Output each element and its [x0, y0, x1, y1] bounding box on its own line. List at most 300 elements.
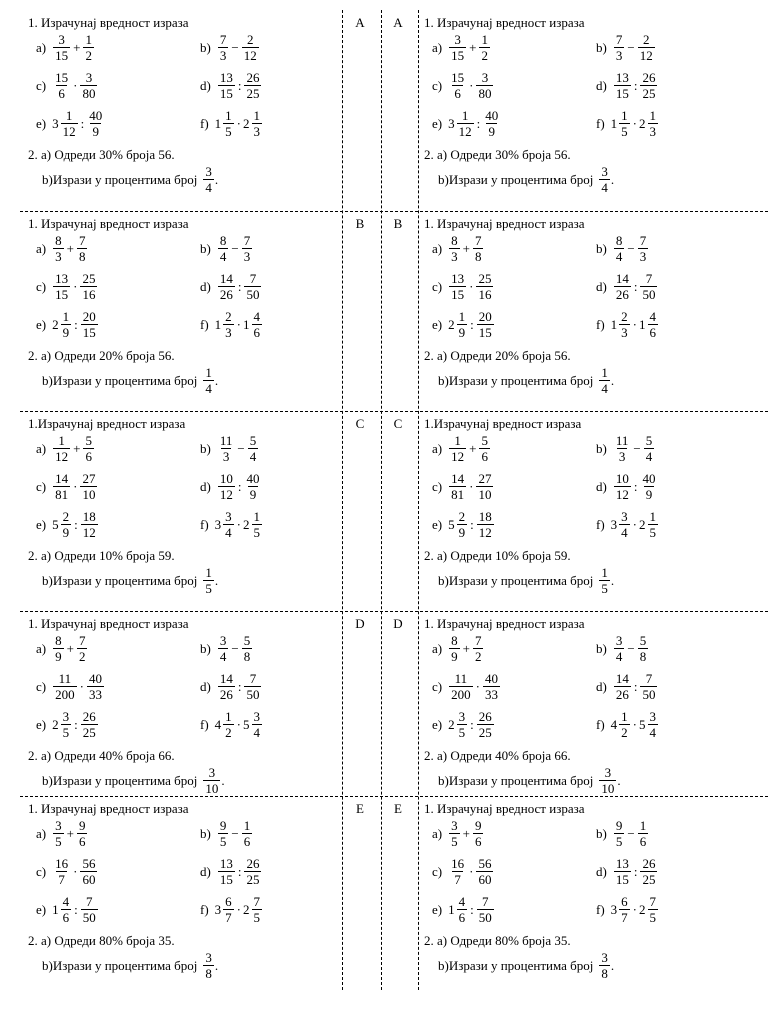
- fraction: [223, 309, 234, 340]
- fraction: [449, 70, 466, 101]
- fraction: [252, 894, 263, 925]
- fraction-numerator: 1: [649, 108, 657, 123]
- fraction-denominator: 4: [615, 249, 623, 264]
- fraction-denominator: 2: [78, 649, 86, 664]
- fraction-numerator: 1: [481, 32, 488, 47]
- fraction-numerator: 3: [208, 765, 216, 780]
- whole-part: 3: [214, 516, 222, 532]
- whole-part: 2: [243, 516, 250, 532]
- variant-letter: A: [355, 15, 365, 30]
- operator: +: [66, 240, 74, 256]
- fraction: [614, 70, 631, 101]
- fraction: [61, 309, 72, 340]
- fraction: [252, 709, 263, 740]
- fraction-denominator: 33: [88, 687, 102, 702]
- expression-item: [200, 856, 262, 887]
- item-label: b): [596, 640, 607, 656]
- exercise-card-a: [28, 12, 338, 207]
- fraction: [81, 509, 98, 540]
- fraction-numerator: 16: [55, 856, 69, 871]
- fraction-numerator: 3: [205, 164, 212, 179]
- fraction-numerator: 18: [478, 509, 492, 524]
- fraction-numerator: 40: [246, 471, 260, 486]
- task-1-heading: 1. Израчунај вредност израза: [424, 616, 585, 631]
- fraction: [648, 709, 659, 740]
- fraction-numerator: 3: [601, 950, 608, 965]
- fraction-denominator: 6: [243, 834, 251, 849]
- expression-item: [200, 471, 262, 502]
- item-label: f): [596, 516, 605, 532]
- task-2b: [438, 365, 614, 396]
- item-label: a): [432, 825, 443, 841]
- fraction-numerator: 5: [85, 433, 92, 448]
- whole-part: 2: [448, 716, 455, 732]
- task-2b-end: .: [610, 572, 615, 588]
- operator: :: [74, 901, 78, 917]
- item-label: b): [596, 825, 607, 841]
- fraction-denominator: 4: [219, 649, 227, 664]
- item-label: b): [200, 440, 211, 456]
- fraction: [223, 108, 234, 139]
- fraction: [614, 233, 625, 264]
- fraction-numerator: 40: [485, 108, 499, 123]
- expression-item: [36, 471, 98, 502]
- fraction-numerator: 27: [82, 471, 96, 486]
- fraction: [223, 509, 234, 540]
- fraction-numerator: 13: [615, 856, 629, 871]
- expression-item: [432, 509, 495, 540]
- expression-item: [432, 271, 494, 302]
- fraction: [242, 233, 253, 264]
- fraction-denominator: 3: [219, 48, 227, 63]
- item-label: c): [36, 278, 47, 294]
- task-2a: 2. a) Одреди 80% броја 35.: [424, 933, 571, 948]
- item-label: b): [596, 39, 607, 55]
- operator: −: [627, 39, 635, 55]
- fraction: [223, 709, 234, 740]
- fraction: [599, 164, 610, 195]
- fraction: [619, 309, 630, 340]
- operator: −: [627, 240, 635, 256]
- task-2a: 2. a) Одреди 20% броја 56.: [28, 348, 175, 363]
- whole-part: 1: [214, 115, 222, 131]
- fraction-denominator: 6: [481, 449, 488, 464]
- fraction-numerator: 1: [65, 108, 73, 123]
- fraction: [218, 818, 229, 849]
- fraction-denominator: 2: [481, 48, 488, 63]
- fraction: [648, 108, 659, 139]
- task-2b-end: .: [214, 171, 219, 187]
- expression-item: [432, 233, 484, 264]
- fraction: [619, 108, 630, 139]
- expression-item: [432, 856, 494, 887]
- fraction: [640, 856, 657, 887]
- whole-part: 2: [639, 115, 646, 131]
- fraction-numerator: 2: [225, 309, 232, 324]
- fraction-denominator: 6: [58, 86, 65, 101]
- exercise-card-c: [424, 413, 734, 608]
- expression-item: [36, 233, 88, 264]
- fraction-numerator: 15: [451, 70, 465, 85]
- fraction-denominator: 4: [601, 180, 608, 195]
- fraction-denominator: 9: [92, 124, 99, 139]
- operator: :: [74, 516, 78, 532]
- expression-item: [36, 271, 98, 302]
- fraction: [53, 32, 70, 63]
- operator: ·: [469, 863, 474, 879]
- fraction-numerator: 16: [451, 856, 465, 871]
- cut-line-horizontal: [20, 211, 768, 212]
- fraction-denominator: 26: [219, 687, 233, 702]
- fraction-numerator: 15: [55, 70, 69, 85]
- task-1-heading: 1. Израчунај вредност израза: [424, 216, 585, 231]
- task-2a: 2. a) Одреди 10% броја 59.: [424, 548, 571, 563]
- item-label: a): [36, 440, 47, 456]
- fraction-denominator: 15: [219, 872, 233, 887]
- fraction-denominator: 12: [82, 525, 96, 540]
- fraction: [218, 70, 235, 101]
- operator: −: [237, 440, 245, 456]
- fraction: [80, 70, 97, 101]
- fraction-numerator: 14: [451, 471, 465, 486]
- fraction-denominator: 4: [649, 725, 657, 740]
- fraction-numerator: 26: [642, 70, 656, 85]
- cut-line-vertical: [381, 10, 382, 990]
- fraction-numerator: 3: [55, 818, 62, 833]
- fraction-numerator: 1: [621, 108, 628, 123]
- fraction-denominator: 16: [478, 287, 492, 302]
- fraction-numerator: 7: [615, 32, 623, 47]
- task-1-heading: 1. Израчунај вредност израза: [424, 15, 585, 30]
- expression-item: [596, 70, 658, 101]
- item-label: f): [200, 516, 209, 532]
- fraction-numerator: 2: [246, 32, 254, 47]
- task-2b-end: .: [214, 572, 219, 588]
- fraction-numerator: 18: [82, 509, 96, 524]
- operator: +: [66, 640, 74, 656]
- fraction-denominator: 4: [601, 381, 608, 396]
- fraction-numerator: 20: [478, 309, 492, 324]
- fraction-numerator: 8: [55, 233, 62, 248]
- item-label: e): [36, 316, 47, 332]
- fraction-numerator: 11: [58, 671, 72, 686]
- operator: ·: [632, 516, 638, 532]
- task-2b-text: b)Изрази у процентима број: [438, 772, 594, 788]
- operator: −: [633, 440, 641, 456]
- fraction: [203, 765, 220, 796]
- operator: ·: [469, 478, 474, 494]
- fraction-denominator: 2: [621, 725, 628, 740]
- fraction-denominator: 2: [225, 725, 232, 740]
- task-2b-end: .: [617, 772, 621, 788]
- fraction-denominator: 25: [246, 872, 260, 887]
- task-2b-end: .: [610, 171, 615, 187]
- fraction-numerator: 9: [78, 818, 86, 833]
- expression-item: [596, 894, 659, 925]
- cut-line-horizontal: [20, 611, 768, 612]
- expression-item: [200, 433, 259, 464]
- fraction-denominator: 15: [478, 325, 492, 340]
- item-label: a): [432, 39, 443, 55]
- fraction-denominator: 12: [478, 525, 492, 540]
- exercise-card-e: [28, 798, 338, 993]
- item-label: c): [432, 678, 443, 694]
- fraction: [53, 233, 64, 264]
- fraction: [77, 818, 88, 849]
- fraction: [252, 509, 263, 540]
- fraction-numerator: 13: [219, 856, 233, 871]
- operator: ·: [236, 316, 242, 332]
- whole-part: 5: [52, 516, 59, 532]
- item-label: c): [432, 478, 443, 494]
- fraction-denominator: 8: [78, 249, 86, 264]
- task-2b: [438, 765, 621, 796]
- fraction: [61, 894, 72, 925]
- fraction-numerator: 7: [253, 894, 261, 909]
- fraction-numerator: 2: [642, 32, 650, 47]
- expression-item: [596, 671, 658, 702]
- expression-item: [432, 32, 491, 63]
- operator: +: [73, 440, 81, 456]
- expression-item: [596, 509, 659, 540]
- fraction-numerator: 3: [649, 709, 657, 724]
- item-label: d): [200, 77, 211, 93]
- expression-item: [36, 818, 88, 849]
- fraction-denominator: 15: [451, 48, 465, 63]
- expression-item: [36, 671, 105, 702]
- fraction-denominator: 12: [451, 449, 465, 464]
- fraction: [53, 70, 70, 101]
- fraction: [638, 633, 649, 664]
- fraction: [77, 633, 88, 664]
- fraction-denominator: 4: [645, 449, 653, 464]
- fraction: [81, 309, 98, 340]
- fraction: [479, 433, 490, 464]
- fraction-denominator: 12: [55, 449, 69, 464]
- operator: :: [237, 278, 242, 294]
- item-label: b): [200, 825, 211, 841]
- fraction-denominator: 15: [219, 86, 233, 101]
- fraction-numerator: 40: [484, 671, 498, 686]
- fraction: [81, 894, 98, 925]
- fraction-numerator: 8: [451, 233, 458, 248]
- fraction: [614, 471, 631, 502]
- whole-part: 5: [243, 716, 250, 732]
- fraction-denominator: 50: [478, 910, 492, 925]
- expression-item: [200, 894, 263, 925]
- fraction-denominator: 25: [246, 86, 260, 101]
- fraction: [242, 633, 253, 664]
- operator: +: [73, 39, 81, 55]
- fraction-numerator: 26: [478, 709, 492, 724]
- fraction: [479, 32, 490, 63]
- item-label: c): [36, 678, 47, 694]
- fraction-numerator: 6: [225, 894, 232, 909]
- fraction-numerator: 7: [249, 671, 257, 686]
- operator: +: [462, 240, 470, 256]
- fraction-numerator: 40: [642, 471, 656, 486]
- fraction-numerator: 7: [649, 894, 657, 909]
- fraction-denominator: 8: [639, 649, 647, 664]
- item-label: f): [200, 901, 209, 917]
- item-label: b): [200, 39, 211, 55]
- fraction-denominator: 5: [205, 581, 212, 596]
- fraction-denominator: 16: [82, 287, 96, 302]
- fraction: [473, 818, 484, 849]
- task-1-heading: 1. Израчунај вредност израза: [28, 801, 189, 816]
- fraction-numerator: 26: [82, 709, 96, 724]
- fraction: [648, 509, 659, 540]
- item-label: c): [36, 478, 47, 494]
- fraction-numerator: 13: [219, 70, 233, 85]
- fraction: [614, 818, 625, 849]
- expression-item: [432, 433, 491, 464]
- expression-item: [200, 271, 262, 302]
- fraction-denominator: 15: [615, 872, 629, 887]
- fraction: [449, 633, 460, 664]
- exercise-card-d: [424, 613, 734, 808]
- operator: ·: [632, 316, 638, 332]
- task-1-heading: 1. Израчунај вредност израза: [424, 801, 585, 816]
- operator: :: [237, 863, 242, 879]
- fraction-numerator: 27: [478, 471, 492, 486]
- whole-part: 3: [448, 115, 455, 131]
- expression-item: [36, 70, 98, 101]
- fraction-denominator: 5: [253, 525, 261, 540]
- item-label: d): [596, 77, 607, 93]
- task-1-heading: 1.Израчунај вредност израза: [424, 416, 582, 431]
- fraction-numerator: 1: [205, 565, 212, 580]
- fraction-numerator: 2: [621, 309, 628, 324]
- fraction-denominator: 3: [243, 249, 251, 264]
- fraction-denominator: 9: [458, 325, 466, 340]
- item-label: d): [596, 278, 607, 294]
- fraction-denominator: 12: [639, 48, 653, 63]
- fraction-numerator: 40: [89, 108, 103, 123]
- fraction: [61, 108, 78, 139]
- expression-item: [596, 633, 649, 664]
- fraction: [640, 471, 657, 502]
- fraction-numerator: 10: [219, 471, 233, 486]
- fraction-denominator: 50: [642, 287, 656, 302]
- operator: +: [469, 440, 477, 456]
- fraction-numerator: 13: [615, 70, 629, 85]
- expression-item: [596, 856, 658, 887]
- expression-item: [200, 633, 253, 664]
- fraction: [449, 818, 460, 849]
- fraction-denominator: 4: [249, 449, 257, 464]
- operator: :: [470, 716, 474, 732]
- fraction: [244, 856, 261, 887]
- task-2b-end: .: [221, 772, 225, 788]
- fraction: [53, 633, 64, 664]
- item-label: b): [596, 440, 607, 456]
- fraction-denominator: 9: [55, 649, 62, 664]
- task-2b-text: b)Изрази у процентима број: [438, 572, 594, 588]
- expression-item: [432, 633, 484, 664]
- fraction-numerator: 5: [481, 433, 488, 448]
- fraction-denominator: 9: [62, 325, 70, 340]
- fraction: [80, 271, 97, 302]
- expression-item: [36, 108, 105, 139]
- fraction-denominator: 5: [601, 581, 608, 596]
- item-label: e): [36, 901, 47, 917]
- item-label: e): [432, 901, 443, 917]
- whole-part: 1: [52, 901, 59, 917]
- fraction-numerator: 9: [219, 818, 227, 833]
- fraction-numerator: 8: [615, 233, 623, 248]
- task-2b-text: b)Изрази у процентима број: [438, 372, 594, 388]
- fraction-numerator: 6: [621, 894, 628, 909]
- fraction: [218, 633, 229, 664]
- fraction: [203, 164, 214, 195]
- fraction-denominator: 2: [474, 649, 482, 664]
- fraction-denominator: 9: [62, 525, 70, 540]
- exercise-card-b: [424, 213, 734, 408]
- expression-item: [596, 709, 659, 740]
- fraction-denominator: 4: [219, 249, 227, 264]
- fraction-denominator: 8: [243, 649, 251, 664]
- operator: ·: [73, 478, 78, 494]
- fraction: [483, 108, 500, 139]
- expression-item: [200, 32, 260, 63]
- operator: :: [74, 316, 78, 332]
- fraction-numerator: 25: [478, 271, 492, 286]
- item-label: f): [200, 316, 209, 332]
- expression-item: [200, 233, 253, 264]
- fraction-denominator: 10: [601, 781, 615, 796]
- fraction: [449, 471, 466, 502]
- fraction-numerator: 8: [451, 633, 458, 648]
- fraction-numerator: 40: [88, 671, 102, 686]
- fraction: [457, 509, 468, 540]
- fraction: [218, 32, 229, 63]
- fraction-denominator: 10: [478, 487, 492, 502]
- expression-item: [200, 309, 263, 340]
- fraction-denominator: 4: [253, 725, 261, 740]
- fraction: [252, 108, 263, 139]
- fraction-denominator: 3: [615, 48, 623, 63]
- fraction-denominator: 6: [454, 86, 461, 101]
- item-label: d): [200, 478, 211, 494]
- fraction-denominator: 25: [82, 725, 96, 740]
- operator: :: [470, 901, 474, 917]
- fraction: [449, 433, 466, 464]
- fraction: [83, 32, 94, 63]
- fraction-numerator: 3: [451, 818, 458, 833]
- expression-item: [596, 433, 655, 464]
- fraction-denominator: 26: [219, 287, 233, 302]
- fraction-denominator: 4: [615, 649, 623, 664]
- fraction-numerator: 7: [78, 233, 86, 248]
- fraction-denominator: 7: [58, 872, 65, 887]
- fraction: [80, 471, 97, 502]
- fraction-denominator: 25: [642, 86, 656, 101]
- whole-part: 3: [610, 901, 618, 917]
- variant-letter: B: [393, 216, 403, 231]
- fraction: [218, 856, 235, 887]
- fraction: [203, 950, 214, 981]
- task-2b-text: b)Изрази у процентима број: [42, 171, 198, 187]
- fraction-denominator: 9: [645, 487, 653, 502]
- expression-item: [432, 671, 501, 702]
- fraction: [619, 509, 630, 540]
- fraction-denominator: 26: [615, 287, 629, 302]
- whole-part: 2: [639, 901, 646, 917]
- operator: ·: [632, 901, 638, 917]
- expression-item: [200, 70, 262, 101]
- fraction: [619, 709, 630, 740]
